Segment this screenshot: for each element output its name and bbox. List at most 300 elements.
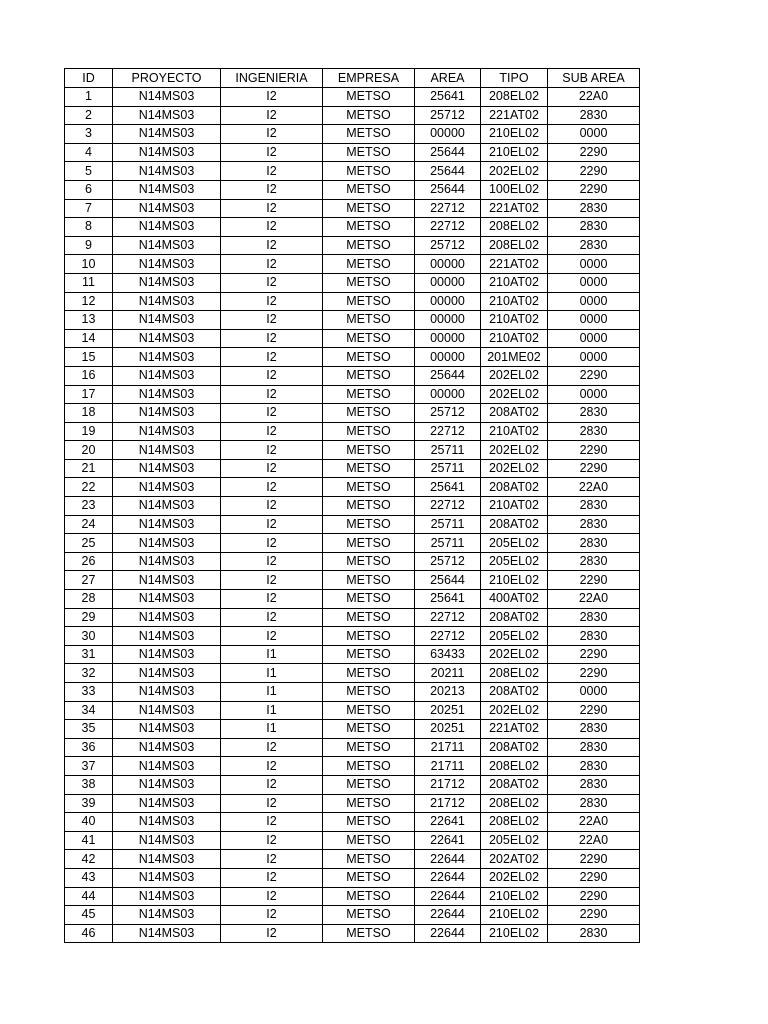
cell-id: 17 xyxy=(65,385,113,404)
cell-id: 26 xyxy=(65,552,113,571)
cell-id: 40 xyxy=(65,813,113,832)
cell-sub-area: 22A0 xyxy=(548,478,640,497)
cell-area: 22641 xyxy=(415,831,481,850)
cell-proyecto: N14MS03 xyxy=(113,664,221,683)
cell-area: 22644 xyxy=(415,868,481,887)
cell-proyecto: N14MS03 xyxy=(113,627,221,646)
table-row xyxy=(65,794,640,813)
cell-id: 21 xyxy=(65,459,113,478)
cell-sub-area: 2290 xyxy=(548,906,640,925)
cell-empresa: METSO xyxy=(323,311,415,330)
cell-id: 18 xyxy=(65,404,113,423)
cell-ingenieria: I2 xyxy=(221,794,323,813)
table-row xyxy=(65,497,640,516)
cell-empresa: METSO xyxy=(323,831,415,850)
header-tipo: TIPO xyxy=(481,69,548,88)
cell-id: 12 xyxy=(65,292,113,311)
cell-area: 25644 xyxy=(415,571,481,590)
cell-area: 00000 xyxy=(415,329,481,348)
table-row xyxy=(65,720,640,739)
table-row xyxy=(65,199,640,218)
cell-sub-area: 22A0 xyxy=(548,831,640,850)
cell-tipo: 208EL02 xyxy=(481,813,548,832)
cell-tipo: 208EL02 xyxy=(481,794,548,813)
cell-ingenieria: I2 xyxy=(221,143,323,162)
cell-proyecto: N14MS03 xyxy=(113,441,221,460)
cell-area: 25711 xyxy=(415,515,481,534)
cell-area: 22644 xyxy=(415,887,481,906)
table-row xyxy=(65,683,640,702)
data-table xyxy=(64,68,640,943)
cell-tipo: 210EL02 xyxy=(481,143,548,162)
cell-tipo: 202EL02 xyxy=(481,385,548,404)
cell-area: 22712 xyxy=(415,218,481,237)
cell-empresa: METSO xyxy=(323,88,415,107)
cell-sub-area: 2830 xyxy=(548,199,640,218)
cell-tipo: 201ME02 xyxy=(481,348,548,367)
cell-sub-area: 0000 xyxy=(548,273,640,292)
cell-tipo: 210EL02 xyxy=(481,924,548,943)
cell-ingenieria: I2 xyxy=(221,590,323,609)
cell-ingenieria: I2 xyxy=(221,385,323,404)
cell-proyecto: N14MS03 xyxy=(113,497,221,516)
cell-id: 1 xyxy=(65,88,113,107)
cell-area: 21711 xyxy=(415,757,481,776)
cell-ingenieria: I2 xyxy=(221,757,323,776)
cell-id: 5 xyxy=(65,162,113,181)
cell-empresa: METSO xyxy=(323,534,415,553)
cell-sub-area: 0000 xyxy=(548,125,640,144)
cell-sub-area: 2830 xyxy=(548,515,640,534)
cell-proyecto: N14MS03 xyxy=(113,218,221,237)
cell-ingenieria: I2 xyxy=(221,329,323,348)
cell-sub-area: 2290 xyxy=(548,143,640,162)
cell-id: 15 xyxy=(65,348,113,367)
cell-id: 8 xyxy=(65,218,113,237)
cell-area: 25644 xyxy=(415,180,481,199)
cell-ingenieria: I2 xyxy=(221,627,323,646)
cell-empresa: METSO xyxy=(323,924,415,943)
cell-empresa: METSO xyxy=(323,757,415,776)
table-row xyxy=(65,608,640,627)
cell-proyecto: N14MS03 xyxy=(113,292,221,311)
cell-tipo: 221AT02 xyxy=(481,106,548,125)
cell-ingenieria: I2 xyxy=(221,887,323,906)
cell-ingenieria: I2 xyxy=(221,906,323,925)
cell-tipo: 205EL02 xyxy=(481,552,548,571)
table-row xyxy=(65,236,640,255)
cell-ingenieria: I2 xyxy=(221,534,323,553)
table-row xyxy=(65,664,640,683)
table-row xyxy=(65,534,640,553)
cell-id: 37 xyxy=(65,757,113,776)
cell-tipo: 210AT02 xyxy=(481,422,548,441)
cell-proyecto: N14MS03 xyxy=(113,775,221,794)
cell-tipo: 208AT02 xyxy=(481,478,548,497)
cell-empresa: METSO xyxy=(323,813,415,832)
cell-ingenieria: I2 xyxy=(221,218,323,237)
cell-sub-area: 2830 xyxy=(548,534,640,553)
cell-id: 46 xyxy=(65,924,113,943)
cell-area: 20213 xyxy=(415,683,481,702)
cell-area: 00000 xyxy=(415,255,481,274)
cell-sub-area: 2830 xyxy=(548,497,640,516)
cell-proyecto: N14MS03 xyxy=(113,924,221,943)
cell-tipo: 202AT02 xyxy=(481,850,548,869)
cell-id: 4 xyxy=(65,143,113,162)
cell-sub-area: 2290 xyxy=(548,868,640,887)
cell-sub-area: 2830 xyxy=(548,775,640,794)
cell-tipo: 210EL02 xyxy=(481,906,548,925)
cell-proyecto: N14MS03 xyxy=(113,906,221,925)
cell-empresa: METSO xyxy=(323,422,415,441)
table-row xyxy=(65,106,640,125)
cell-proyecto: N14MS03 xyxy=(113,515,221,534)
cell-proyecto: N14MS03 xyxy=(113,701,221,720)
cell-empresa: METSO xyxy=(323,664,415,683)
table-row xyxy=(65,906,640,925)
cell-tipo: 208EL02 xyxy=(481,236,548,255)
cell-id: 14 xyxy=(65,329,113,348)
cell-sub-area: 2830 xyxy=(548,794,640,813)
cell-empresa: METSO xyxy=(323,608,415,627)
cell-empresa: METSO xyxy=(323,515,415,534)
cell-ingenieria: I1 xyxy=(221,664,323,683)
cell-proyecto: N14MS03 xyxy=(113,255,221,274)
table-row xyxy=(65,924,640,943)
cell-tipo: 208AT02 xyxy=(481,515,548,534)
cell-tipo: 202EL02 xyxy=(481,701,548,720)
cell-empresa: METSO xyxy=(323,497,415,516)
cell-id: 19 xyxy=(65,422,113,441)
table-row xyxy=(65,292,640,311)
cell-proyecto: N14MS03 xyxy=(113,590,221,609)
table-row xyxy=(65,88,640,107)
cell-empresa: METSO xyxy=(323,850,415,869)
cell-proyecto: N14MS03 xyxy=(113,645,221,664)
cell-proyecto: N14MS03 xyxy=(113,106,221,125)
cell-ingenieria: I2 xyxy=(221,255,323,274)
cell-empresa: METSO xyxy=(323,720,415,739)
cell-sub-area: 2830 xyxy=(548,924,640,943)
cell-proyecto: N14MS03 xyxy=(113,236,221,255)
cell-ingenieria: I2 xyxy=(221,478,323,497)
cell-ingenieria: I1 xyxy=(221,645,323,664)
cell-sub-area: 2830 xyxy=(548,218,640,237)
cell-area: 22712 xyxy=(415,199,481,218)
table-row xyxy=(65,218,640,237)
cell-tipo: 208AT02 xyxy=(481,775,548,794)
cell-id: 29 xyxy=(65,608,113,627)
cell-tipo: 202EL02 xyxy=(481,459,548,478)
cell-area: 22712 xyxy=(415,422,481,441)
cell-ingenieria: I2 xyxy=(221,404,323,423)
cell-proyecto: N14MS03 xyxy=(113,273,221,292)
cell-ingenieria: I2 xyxy=(221,497,323,516)
cell-id: 10 xyxy=(65,255,113,274)
cell-tipo: 221AT02 xyxy=(481,199,548,218)
cell-proyecto: N14MS03 xyxy=(113,422,221,441)
cell-sub-area: 22A0 xyxy=(548,88,640,107)
cell-id: 27 xyxy=(65,571,113,590)
cell-ingenieria: I2 xyxy=(221,775,323,794)
cell-proyecto: N14MS03 xyxy=(113,404,221,423)
cell-proyecto: N14MS03 xyxy=(113,608,221,627)
cell-proyecto: N14MS03 xyxy=(113,478,221,497)
cell-empresa: METSO xyxy=(323,236,415,255)
table-row xyxy=(65,775,640,794)
cell-proyecto: N14MS03 xyxy=(113,329,221,348)
cell-sub-area: 2290 xyxy=(548,887,640,906)
cell-proyecto: N14MS03 xyxy=(113,534,221,553)
table-row xyxy=(65,348,640,367)
cell-area: 25641 xyxy=(415,590,481,609)
table-row xyxy=(65,627,640,646)
cell-proyecto: N14MS03 xyxy=(113,143,221,162)
cell-id: 25 xyxy=(65,534,113,553)
cell-id: 41 xyxy=(65,831,113,850)
cell-sub-area: 2290 xyxy=(548,571,640,590)
cell-area: 25711 xyxy=(415,441,481,460)
table-row xyxy=(65,590,640,609)
cell-id: 11 xyxy=(65,273,113,292)
cell-id: 2 xyxy=(65,106,113,125)
cell-tipo: 208AT02 xyxy=(481,404,548,423)
cell-ingenieria: I2 xyxy=(221,273,323,292)
table-row xyxy=(65,385,640,404)
cell-proyecto: N14MS03 xyxy=(113,720,221,739)
cell-ingenieria: I1 xyxy=(221,701,323,720)
table-row xyxy=(65,273,640,292)
cell-empresa: METSO xyxy=(323,683,415,702)
cell-empresa: METSO xyxy=(323,571,415,590)
cell-area: 00000 xyxy=(415,292,481,311)
cell-area: 63433 xyxy=(415,645,481,664)
cell-empresa: METSO xyxy=(323,404,415,423)
cell-empresa: METSO xyxy=(323,887,415,906)
header-sub-area: SUB AREA xyxy=(548,69,640,88)
cell-tipo: 208AT02 xyxy=(481,608,548,627)
cell-ingenieria: I2 xyxy=(221,199,323,218)
cell-area: 00000 xyxy=(415,273,481,292)
cell-empresa: METSO xyxy=(323,794,415,813)
cell-proyecto: N14MS03 xyxy=(113,757,221,776)
cell-sub-area: 2290 xyxy=(548,664,640,683)
cell-empresa: METSO xyxy=(323,868,415,887)
cell-empresa: METSO xyxy=(323,738,415,757)
cell-sub-area: 2290 xyxy=(548,645,640,664)
table-row xyxy=(65,738,640,757)
cell-empresa: METSO xyxy=(323,478,415,497)
cell-area: 25644 xyxy=(415,162,481,181)
cell-ingenieria: I2 xyxy=(221,441,323,460)
table-row xyxy=(65,422,640,441)
cell-empresa: METSO xyxy=(323,590,415,609)
cell-id: 38 xyxy=(65,775,113,794)
cell-proyecto: N14MS03 xyxy=(113,813,221,832)
cell-proyecto: N14MS03 xyxy=(113,571,221,590)
cell-sub-area: 2830 xyxy=(548,552,640,571)
cell-ingenieria: I2 xyxy=(221,366,323,385)
table-row xyxy=(65,143,640,162)
cell-tipo: 400AT02 xyxy=(481,590,548,609)
cell-sub-area: 2830 xyxy=(548,404,640,423)
cell-ingenieria: I1 xyxy=(221,683,323,702)
cell-area: 22712 xyxy=(415,608,481,627)
cell-empresa: METSO xyxy=(323,459,415,478)
cell-area: 21712 xyxy=(415,794,481,813)
cell-id: 13 xyxy=(65,311,113,330)
cell-sub-area: 2830 xyxy=(548,738,640,757)
cell-id: 7 xyxy=(65,199,113,218)
cell-empresa: METSO xyxy=(323,552,415,571)
cell-tipo: 210EL02 xyxy=(481,887,548,906)
cell-id: 30 xyxy=(65,627,113,646)
cell-ingenieria: I2 xyxy=(221,868,323,887)
cell-sub-area: 2290 xyxy=(548,366,640,385)
cell-tipo: 205EL02 xyxy=(481,831,548,850)
cell-area: 22712 xyxy=(415,497,481,516)
cell-proyecto: N14MS03 xyxy=(113,162,221,181)
cell-sub-area: 2290 xyxy=(548,850,640,869)
cell-empresa: METSO xyxy=(323,645,415,664)
cell-area: 20251 xyxy=(415,701,481,720)
cell-area: 25712 xyxy=(415,552,481,571)
cell-proyecto: N14MS03 xyxy=(113,180,221,199)
cell-area: 25644 xyxy=(415,366,481,385)
cell-ingenieria: I2 xyxy=(221,850,323,869)
cell-ingenieria: I2 xyxy=(221,180,323,199)
cell-tipo: 208EL02 xyxy=(481,218,548,237)
table-row xyxy=(65,813,640,832)
cell-id: 20 xyxy=(65,441,113,460)
cell-id: 31 xyxy=(65,645,113,664)
cell-proyecto: N14MS03 xyxy=(113,385,221,404)
cell-id: 33 xyxy=(65,683,113,702)
cell-id: 39 xyxy=(65,794,113,813)
cell-area: 25712 xyxy=(415,236,481,255)
cell-sub-area: 2830 xyxy=(548,608,640,627)
cell-empresa: METSO xyxy=(323,775,415,794)
table-row xyxy=(65,868,640,887)
cell-area: 21711 xyxy=(415,738,481,757)
cell-tipo: 100EL02 xyxy=(481,180,548,199)
table-row xyxy=(65,850,640,869)
cell-empresa: METSO xyxy=(323,366,415,385)
cell-id: 35 xyxy=(65,720,113,739)
cell-proyecto: N14MS03 xyxy=(113,794,221,813)
cell-id: 22 xyxy=(65,478,113,497)
cell-id: 43 xyxy=(65,868,113,887)
table-row xyxy=(65,404,640,423)
cell-proyecto: N14MS03 xyxy=(113,683,221,702)
cell-ingenieria: I2 xyxy=(221,106,323,125)
cell-proyecto: N14MS03 xyxy=(113,366,221,385)
cell-empresa: METSO xyxy=(323,385,415,404)
cell-ingenieria: I2 xyxy=(221,831,323,850)
cell-id: 6 xyxy=(65,180,113,199)
cell-area: 25712 xyxy=(415,404,481,423)
cell-ingenieria: I2 xyxy=(221,515,323,534)
cell-proyecto: N14MS03 xyxy=(113,552,221,571)
cell-sub-area: 0000 xyxy=(548,311,640,330)
cell-tipo: 210AT02 xyxy=(481,292,548,311)
cell-proyecto: N14MS03 xyxy=(113,459,221,478)
table-row xyxy=(65,757,640,776)
cell-area: 22641 xyxy=(415,813,481,832)
table-row xyxy=(65,441,640,460)
table-body xyxy=(65,88,640,943)
cell-empresa: METSO xyxy=(323,218,415,237)
cell-area: 25712 xyxy=(415,106,481,125)
cell-sub-area: 2830 xyxy=(548,106,640,125)
cell-sub-area: 0000 xyxy=(548,385,640,404)
cell-tipo: 210AT02 xyxy=(481,329,548,348)
cell-empresa: METSO xyxy=(323,199,415,218)
spreadsheet-sheet xyxy=(64,68,640,943)
cell-area: 20251 xyxy=(415,720,481,739)
cell-area: 25644 xyxy=(415,143,481,162)
cell-area: 22644 xyxy=(415,924,481,943)
table-row xyxy=(65,478,640,497)
cell-id: 45 xyxy=(65,906,113,925)
cell-id: 24 xyxy=(65,515,113,534)
cell-id: 44 xyxy=(65,887,113,906)
cell-empresa: METSO xyxy=(323,162,415,181)
cell-tipo: 208EL02 xyxy=(481,664,548,683)
table-row xyxy=(65,311,640,330)
cell-empresa: METSO xyxy=(323,273,415,292)
cell-sub-area: 2290 xyxy=(548,701,640,720)
cell-tipo: 205EL02 xyxy=(481,534,548,553)
cell-proyecto: N14MS03 xyxy=(113,887,221,906)
cell-area: 25711 xyxy=(415,459,481,478)
cell-ingenieria: I2 xyxy=(221,292,323,311)
cell-empresa: METSO xyxy=(323,106,415,125)
cell-id: 42 xyxy=(65,850,113,869)
table-row xyxy=(65,552,640,571)
table-row xyxy=(65,329,640,348)
cell-proyecto: N14MS03 xyxy=(113,125,221,144)
cell-tipo: 202EL02 xyxy=(481,645,548,664)
cell-area: 22712 xyxy=(415,627,481,646)
cell-ingenieria: I2 xyxy=(221,924,323,943)
table-row xyxy=(65,180,640,199)
cell-ingenieria: I2 xyxy=(221,311,323,330)
cell-ingenieria: I2 xyxy=(221,813,323,832)
cell-tipo: 202EL02 xyxy=(481,868,548,887)
cell-sub-area: 2830 xyxy=(548,627,640,646)
cell-sub-area: 22A0 xyxy=(548,590,640,609)
header-empresa: EMPRESA xyxy=(323,69,415,88)
cell-tipo: 208AT02 xyxy=(481,683,548,702)
cell-empresa: METSO xyxy=(323,143,415,162)
table-row xyxy=(65,887,640,906)
cell-area: 00000 xyxy=(415,311,481,330)
cell-ingenieria: I2 xyxy=(221,552,323,571)
table-row xyxy=(65,645,640,664)
cell-area: 00000 xyxy=(415,348,481,367)
cell-sub-area: 0000 xyxy=(548,255,640,274)
cell-id: 32 xyxy=(65,664,113,683)
cell-ingenieria: I2 xyxy=(221,88,323,107)
cell-area: 20211 xyxy=(415,664,481,683)
cell-empresa: METSO xyxy=(323,627,415,646)
cell-proyecto: N14MS03 xyxy=(113,868,221,887)
cell-proyecto: N14MS03 xyxy=(113,88,221,107)
header-proyecto: PROYECTO xyxy=(113,69,221,88)
cell-sub-area: 2830 xyxy=(548,757,640,776)
